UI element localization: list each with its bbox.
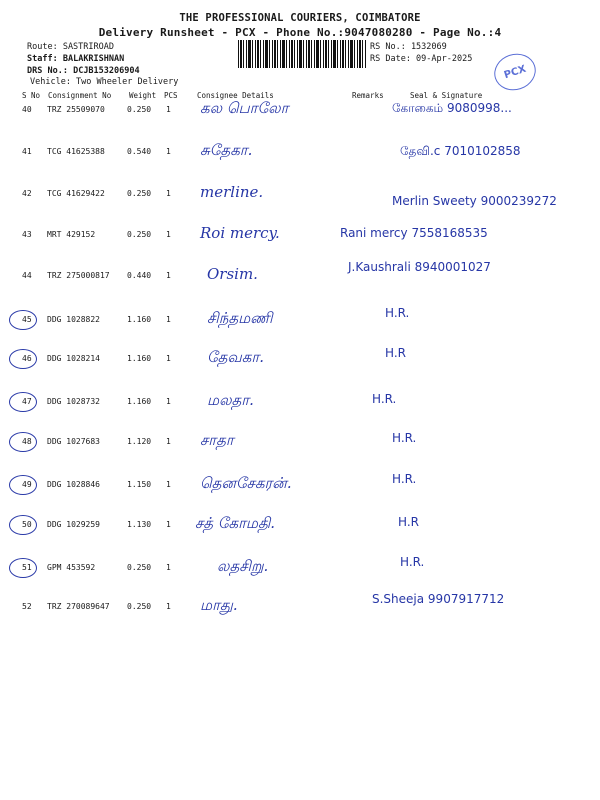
row-sno: 42: [22, 189, 32, 198]
staff-label: Staff:: [27, 54, 58, 64]
row-consignment-no: DDG 1028822: [47, 315, 100, 324]
drs-number: [27, 66, 140, 76]
row-sno: 48: [22, 437, 32, 446]
row-pcs: 1: [166, 602, 171, 611]
col-sno: S No: [22, 91, 41, 100]
row-consignment-no: DDG 1029259: [47, 520, 100, 529]
row-signature-handwriting: H.R.: [372, 392, 397, 406]
row-pcs: 1: [166, 105, 171, 114]
row-signature-handwriting: S.Sheeja 9907917712: [372, 592, 505, 606]
row-consignee-handwriting: தெனசேகரன்.: [200, 474, 292, 492]
row-consignment-no: MRT 429152: [47, 230, 96, 239]
row-consignee-handwriting: Orsim.: [207, 265, 258, 283]
row-pcs: 1: [166, 563, 171, 572]
row-sno: 41: [22, 147, 32, 156]
row-weight: 1.160: [127, 315, 152, 324]
row-signature-handwriting: H.R.: [400, 555, 425, 569]
row-weight: 0.250: [127, 189, 152, 198]
row-signature-handwriting: Merlin Sweety 9000239272: [392, 194, 557, 208]
rs-date: RS Date: 09-Apr-2025: [370, 54, 473, 64]
row-consignee-handwriting: Roi mercy.: [200, 224, 280, 242]
row-weight: 0.250: [127, 602, 152, 611]
row-pcs: 1: [166, 147, 171, 156]
row-sno: 40: [22, 105, 32, 114]
row-signature-handwriting: J.Kaushrali 8940001027: [348, 260, 491, 274]
row-consignee-handwriting: லதசிறு.: [217, 557, 269, 575]
row-consignment-no: TCG 41625388: [47, 147, 105, 156]
row-consignment-no: GPM 453592: [47, 563, 96, 572]
row-sno: 51: [22, 563, 32, 572]
row-consignment-no: DDG 1028732: [47, 397, 100, 406]
row-pcs: 1: [166, 397, 171, 406]
row-signature-handwriting: H.R: [398, 515, 419, 529]
row-weight: 1.130: [127, 520, 152, 529]
col-remarks: Remarks: [352, 91, 384, 100]
row-pcs: 1: [166, 520, 171, 529]
row-weight: 0.540: [127, 147, 152, 156]
row-signature-handwriting: H.R.: [392, 431, 417, 445]
row-consignee-handwriting: சிந்தமணி: [207, 309, 273, 327]
row-pcs: 1: [166, 189, 171, 198]
row-consignee-handwriting: மலதா.: [207, 391, 254, 409]
row-consignee-handwriting: கல பொலோ: [200, 99, 289, 117]
row-weight: 1.150: [127, 480, 152, 489]
row-pcs: 1: [166, 271, 171, 280]
route: Route: SASTRIROAD: [27, 42, 114, 52]
row-consignee-handwriting: merline.: [200, 183, 264, 201]
row-signature-handwriting: தேவி.c 7010102858: [400, 144, 521, 158]
row-weight: 0.250: [127, 105, 152, 114]
row-pcs: 1: [166, 230, 171, 239]
rs-number: RS No.: 1532069: [370, 42, 447, 52]
row-pcs: 1: [166, 315, 171, 324]
col-pcs: PCS: [164, 91, 178, 100]
row-pcs: 1: [166, 354, 171, 363]
row-consignment-no: DDG 1028846: [47, 480, 100, 489]
col-seal-signature: Seal & Signature: [410, 91, 483, 100]
row-consignment-no: DDG 1027683: [47, 437, 100, 446]
col-consignee: Consignee Details: [197, 91, 274, 100]
row-signature-handwriting: H.R.: [392, 472, 417, 486]
drs-label: DRS No.:: [27, 66, 68, 76]
row-weight: 1.160: [127, 397, 152, 406]
row-consignment-no: TRZ 275000817: [47, 271, 110, 280]
row-consignee-handwriting: தேவகா.: [207, 348, 264, 366]
row-weight: 1.120: [127, 437, 152, 446]
row-sno: 52: [22, 602, 32, 611]
row-consignee-handwriting: சுதேகா.: [200, 141, 253, 159]
row-sno: 47: [22, 397, 32, 406]
row-consignment-no: TCG 41629422: [47, 189, 105, 198]
company-title: THE PROFESSIONAL COURIERS, COIMBATORE: [179, 12, 421, 24]
staff-value: BALAKRISHNAN: [62, 54, 125, 64]
delivery-stamp: PCX: [489, 48, 540, 95]
row-consignment-no: TRZ 25509070: [47, 105, 105, 114]
row-sno: 46: [22, 354, 32, 363]
row-weight: 0.440: [127, 271, 152, 280]
row-sno: 43: [22, 230, 32, 239]
col-weight: Weight: [129, 91, 157, 100]
row-consignee-handwriting: சத் கோமதி.: [195, 514, 276, 532]
row-signature-handwriting: H.R: [385, 346, 406, 360]
row-weight: 1.160: [127, 354, 152, 363]
row-sno: 45: [22, 315, 32, 324]
row-weight: 0.250: [127, 230, 152, 239]
row-sno: 50: [22, 520, 32, 529]
row-signature-handwriting: H.R.: [385, 306, 410, 320]
row-consignment-no: DDG 1028214: [47, 354, 100, 363]
runsheet-title: Delivery Runsheet - PCX - Phone No.:9047080280 - Page No.:4: [98, 26, 502, 39]
staff: [27, 54, 124, 64]
row-sno: 44: [22, 271, 32, 280]
row-sno: 49: [22, 480, 32, 489]
row-signature-handwriting: Rani mercy 7558168535: [340, 226, 488, 240]
row-pcs: 1: [166, 480, 171, 489]
row-consignment-no: TRZ 270089647: [47, 602, 110, 611]
drs-value: DCJB153206904: [73, 66, 140, 76]
row-consignee-handwriting: சாதா: [200, 431, 234, 449]
row-signature-handwriting: கோகைம் 9080998...: [392, 101, 512, 115]
barcode: [238, 40, 366, 68]
row-consignee-handwriting: மாது.: [200, 596, 238, 614]
col-consignment: Consignment No: [48, 91, 112, 100]
row-weight: 0.250: [127, 563, 152, 572]
vehicle: Vehicle: Two Wheeler Delivery: [30, 77, 179, 87]
row-pcs: 1: [166, 437, 171, 446]
